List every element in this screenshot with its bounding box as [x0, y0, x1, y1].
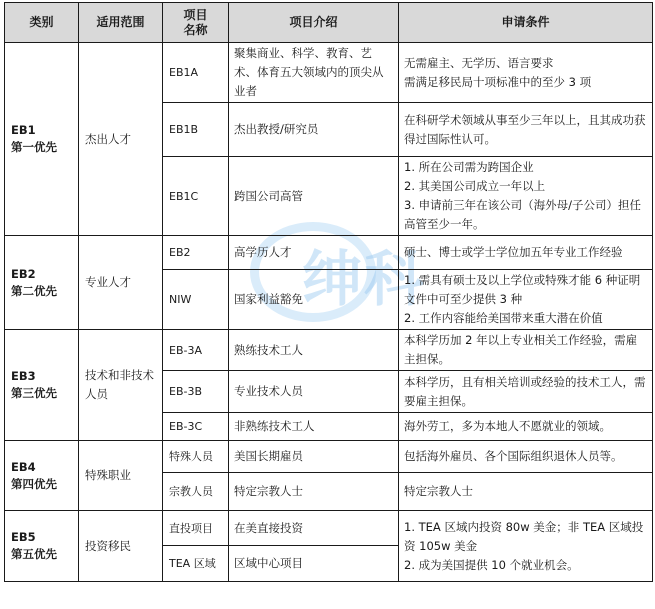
project-name-cell: NIW [163, 270, 229, 330]
conditions-cell [399, 441, 653, 473]
category-code: EB3 [11, 369, 36, 383]
condition-line: 1. 所在公司需为跨国企业 [404, 160, 534, 174]
project-name-cell: EB1C [163, 157, 229, 236]
project-intro-cell: 跨国公司高管 [229, 157, 399, 236]
table-row [5, 330, 653, 371]
project-name-cell: TEA 区域 [163, 546, 229, 582]
conditions-cell [399, 371, 653, 413]
condition-line: 硕士、博士或学士学位加五年专业工作经验 [404, 245, 623, 259]
conditions-cell [399, 103, 653, 157]
condition-line: 本科学历，且有相关培训或经验的技术工人，需要雇主担保。 [404, 374, 646, 408]
conditions-cell [399, 270, 653, 330]
table-row [5, 43, 653, 103]
condition-line: 在科研学术领域从事至少三年以上，且其成功获得过国际性认可。 [404, 112, 646, 146]
visa-category-table [4, 2, 653, 582]
category-cell [5, 441, 79, 511]
conditions-cell [399, 473, 653, 511]
project-intro-cell: 美国长期雇员 [229, 441, 399, 473]
conditions-cell [399, 157, 653, 236]
project-intro-cell: 非熟练技术工人 [229, 413, 399, 441]
project-intro-cell: 在美直接投资 [229, 511, 399, 546]
category-name: 第四优先 [11, 476, 57, 491]
category-cell [5, 236, 79, 330]
conditions-cell [399, 43, 653, 103]
scope-cell: 投资移民 [79, 511, 163, 582]
project-intro-cell: 区域中心项目 [229, 546, 399, 582]
header-project-name-line1: 项目 [183, 7, 208, 22]
project-intro-cell: 熟练技术工人 [229, 330, 399, 371]
category-name: 第二优先 [11, 283, 57, 298]
scope-cell: 技术和非技术人员 [79, 330, 163, 441]
condition-line: 3. 申请前三年在该公司（海外母/子公司）担任高管至少一年。 [404, 198, 641, 231]
watermark-text: 绅科 [302, 245, 426, 315]
project-name-cell: 宗教人员 [163, 473, 229, 511]
table-body [5, 43, 653, 582]
project-intro-cell: 国家利益豁免 [229, 270, 399, 330]
category-cell [5, 43, 79, 236]
project-intro-cell: 专业技术人员 [229, 371, 399, 413]
project-name-cell: EB2 [163, 236, 229, 270]
header-scope: 适用范围 [79, 3, 163, 43]
header-project-name [163, 3, 229, 43]
table-row [5, 511, 653, 546]
project-intro-cell: 聚集商业、科学、教育、艺术、体育五大领域内的顶尖从业者 [229, 43, 399, 103]
header-category: 类别 [5, 3, 79, 43]
condition-line: 1. TEA 区域内投资 80w 美金；非 TEA 区域投资 105w 美金 [404, 519, 644, 553]
condition-line: 本科学历加 2 年以上专业相关工作经验，需雇主担保。 [404, 333, 638, 366]
condition-line: 需满足移民局十项标准中的至少 3 项 [404, 74, 592, 89]
category-cell [5, 330, 79, 441]
project-name-cell: EB-3C [163, 413, 229, 441]
category-code: EB5 [11, 530, 36, 544]
condition-line: 1. 需具有硕士及以上学位或特殊才能 6 种证明文件中可至少提供 3 种 [404, 273, 641, 306]
category-code: EB1 [11, 123, 36, 137]
project-name-cell: 特殊人员 [163, 441, 229, 473]
scope-cell: 杰出人才 [79, 43, 163, 236]
project-name-cell: EB1A [163, 43, 229, 103]
category-code: EB4 [11, 459, 36, 474]
category-name: 第五优先 [11, 547, 57, 561]
condition-line: 特定宗教人士 [404, 484, 473, 498]
project-name-cell: EB-3B [163, 371, 229, 413]
conditions-cell [399, 511, 653, 582]
conditions-cell [399, 236, 653, 270]
condition-line: 海外劳工，多为本地人不愿就业的领域。 [404, 419, 611, 433]
category-name: 第一优先 [11, 140, 57, 154]
project-name-cell: EB-3A [163, 330, 229, 371]
condition-line: 包括海外雇员、各个国际组织退休人员等。 [404, 449, 623, 463]
project-name-cell: EB1B [163, 103, 229, 157]
table-row [5, 236, 653, 270]
conditions-cell [399, 413, 653, 441]
project-intro-cell: 特定宗教人士 [229, 473, 399, 511]
category-cell [5, 511, 79, 582]
table-row [5, 441, 653, 473]
header-project-name-line2: 名称 [183, 22, 208, 37]
scope-cell: 专业人才 [79, 236, 163, 330]
category-name: 第三优先 [11, 386, 57, 400]
condition-line: 2. 其美国公司成立一年以上 [404, 179, 546, 193]
project-name-cell: 直投项目 [163, 511, 229, 546]
conditions-cell [399, 330, 653, 371]
category-code: EB2 [11, 266, 36, 281]
table-header-row [5, 3, 653, 43]
header-intro: 项目介绍 [229, 3, 399, 43]
condition-line: 无需雇主、无学历、语言要求 [404, 55, 554, 70]
project-intro-cell: 高学历人才 [229, 236, 399, 270]
condition-line: 2. 工作内容能给美国带来重大潜在价值 [404, 311, 603, 325]
condition-line: 2. 成为美国提供 10 个就业机会。 [404, 557, 579, 572]
header-conditions: 申请条件 [399, 3, 653, 43]
scope-cell: 特殊职业 [79, 441, 163, 511]
project-intro-cell: 杰出教授/研究员 [229, 103, 399, 157]
